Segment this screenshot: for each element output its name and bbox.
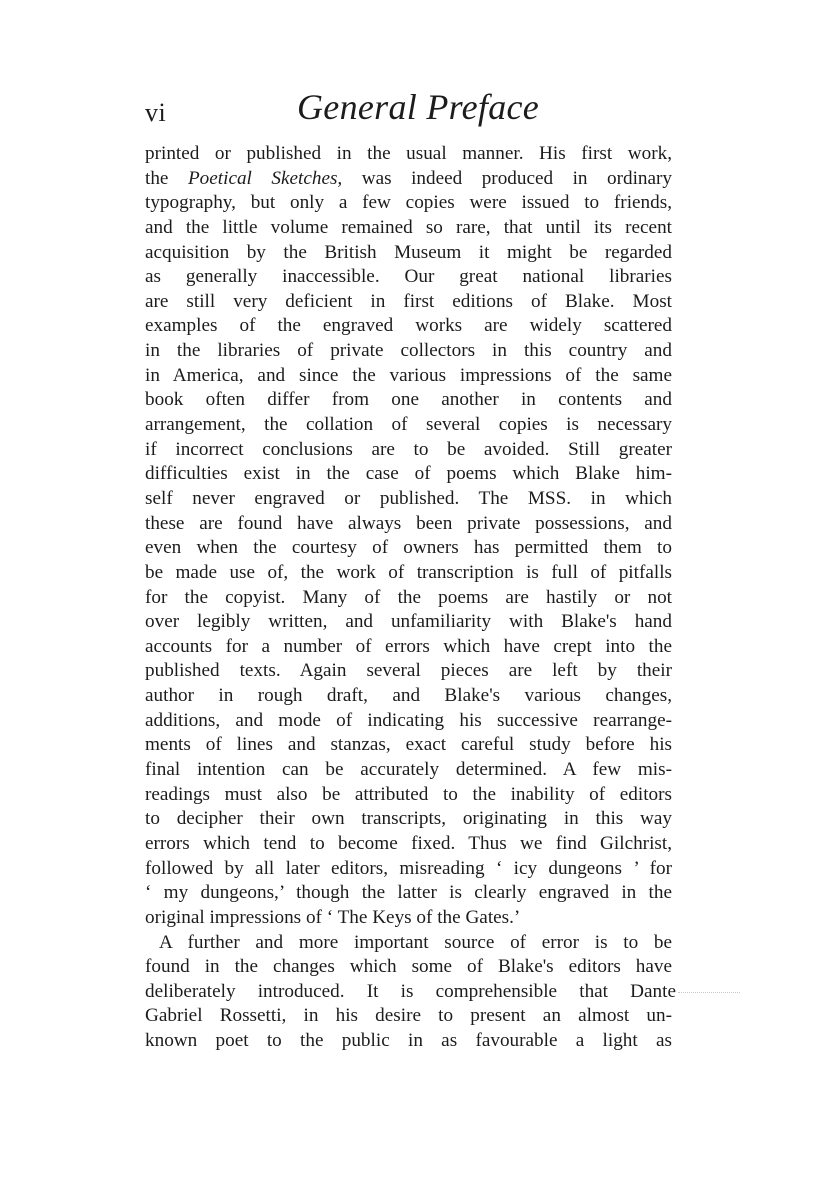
- text-line: readings must also be attributed to the inability of editors: [145, 783, 672, 805]
- text-segment: deliberately introduced. It is comprehensible that Dante: [145, 980, 676, 1002]
- text-line-paragraph-end: original impressions of ‘ The Keys of the Gates.’: [145, 906, 521, 928]
- text-line: found in the changes which some of Blake's editors have: [145, 956, 672, 978]
- text-line: accounts for a number of errors which have crept into the: [145, 635, 672, 657]
- text-line: errors which tend to become fixed. Thus we find Gilchrist,: [145, 832, 672, 854]
- text-line: over legibly written, and unfamiliarity with Blake's hand: [145, 611, 672, 633]
- book-title-italic: Poetical Sketches,: [187, 167, 343, 189]
- text-line: are still very deficient in first editions of Blake. Most: [145, 290, 672, 312]
- text-line: these are found have always been private possessions, and: [145, 512, 672, 534]
- text-line: Gabriel Rossetti, in his desire to present an almost un-: [145, 1005, 672, 1027]
- text-segment: was indeed produced in ordinary: [361, 167, 672, 189]
- text-line: and the little volume remained so rare, that until its recent: [145, 216, 672, 238]
- page-number: vi: [145, 98, 167, 127]
- text-segment: the: [145, 167, 169, 189]
- running-head: [145, 86, 675, 132]
- text-line: published texts. Again several pieces are left by their: [145, 660, 672, 682]
- text-line: [145, 167, 672, 192]
- text-line: acquisition by the British Museum it might be regarded: [145, 241, 672, 263]
- text-line: printed or published in the usual manner. His first work,: [145, 143, 672, 164]
- dotted-leader: [678, 992, 740, 993]
- text-line: arrangement, the collation of several copies is necessary: [145, 414, 672, 436]
- text-line: if incorrect conclusions are to be avoided. Still greater: [145, 438, 672, 460]
- text-line: followed by all later editors, misreading ‘ icy dungeons ’ for: [145, 857, 672, 879]
- text-line: examples of the engraved works are widely scattered: [145, 315, 672, 337]
- text-line: typography, but only a few copies were issued to friends,: [145, 192, 672, 214]
- running-title: General Preface: [297, 87, 540, 127]
- text-line: difficulties exist in the case of poems which Blake him-: [145, 463, 672, 485]
- text-line: even when the courtesy of owners has permitted them to: [145, 537, 672, 559]
- text-line: additions, and mode of indicating his successive rearrange-: [145, 709, 672, 731]
- text-line: author in rough draft, and Blake's various changes,: [145, 685, 672, 707]
- text-line: for the copyist. Many of the poems are hastily or not: [145, 586, 672, 608]
- text-line: in the libraries of private collectors in this country and: [145, 340, 672, 362]
- text-line: known poet to the public in as favourable a light as: [145, 1030, 672, 1052]
- text-line: be made use of, the work of transcription is full of pitfalls: [145, 561, 672, 583]
- body-text: [145, 142, 676, 1054]
- text-line: in America, and since the various impressions of the same: [145, 364, 672, 386]
- text-line: final intention can be accurately determined. A few mis-: [145, 759, 672, 781]
- text-line: to decipher their own transcripts, originating in this way: [145, 808, 672, 830]
- text-line: book often differ from one another in contents and: [145, 389, 672, 411]
- text-line: ments of lines and stanzas, exact careful study before his: [145, 734, 672, 756]
- text-line: self never engraved or published. The MSS. in which: [145, 487, 672, 509]
- text-line-paragraph-start: A further and more important source of error is to be: [159, 931, 672, 953]
- text-line: as generally inaccessible. Our great national libraries: [145, 266, 672, 288]
- text-line: [145, 980, 740, 1005]
- text-line: ‘ my dungeons,’ though the latter is clearly engraved in the: [145, 882, 672, 904]
